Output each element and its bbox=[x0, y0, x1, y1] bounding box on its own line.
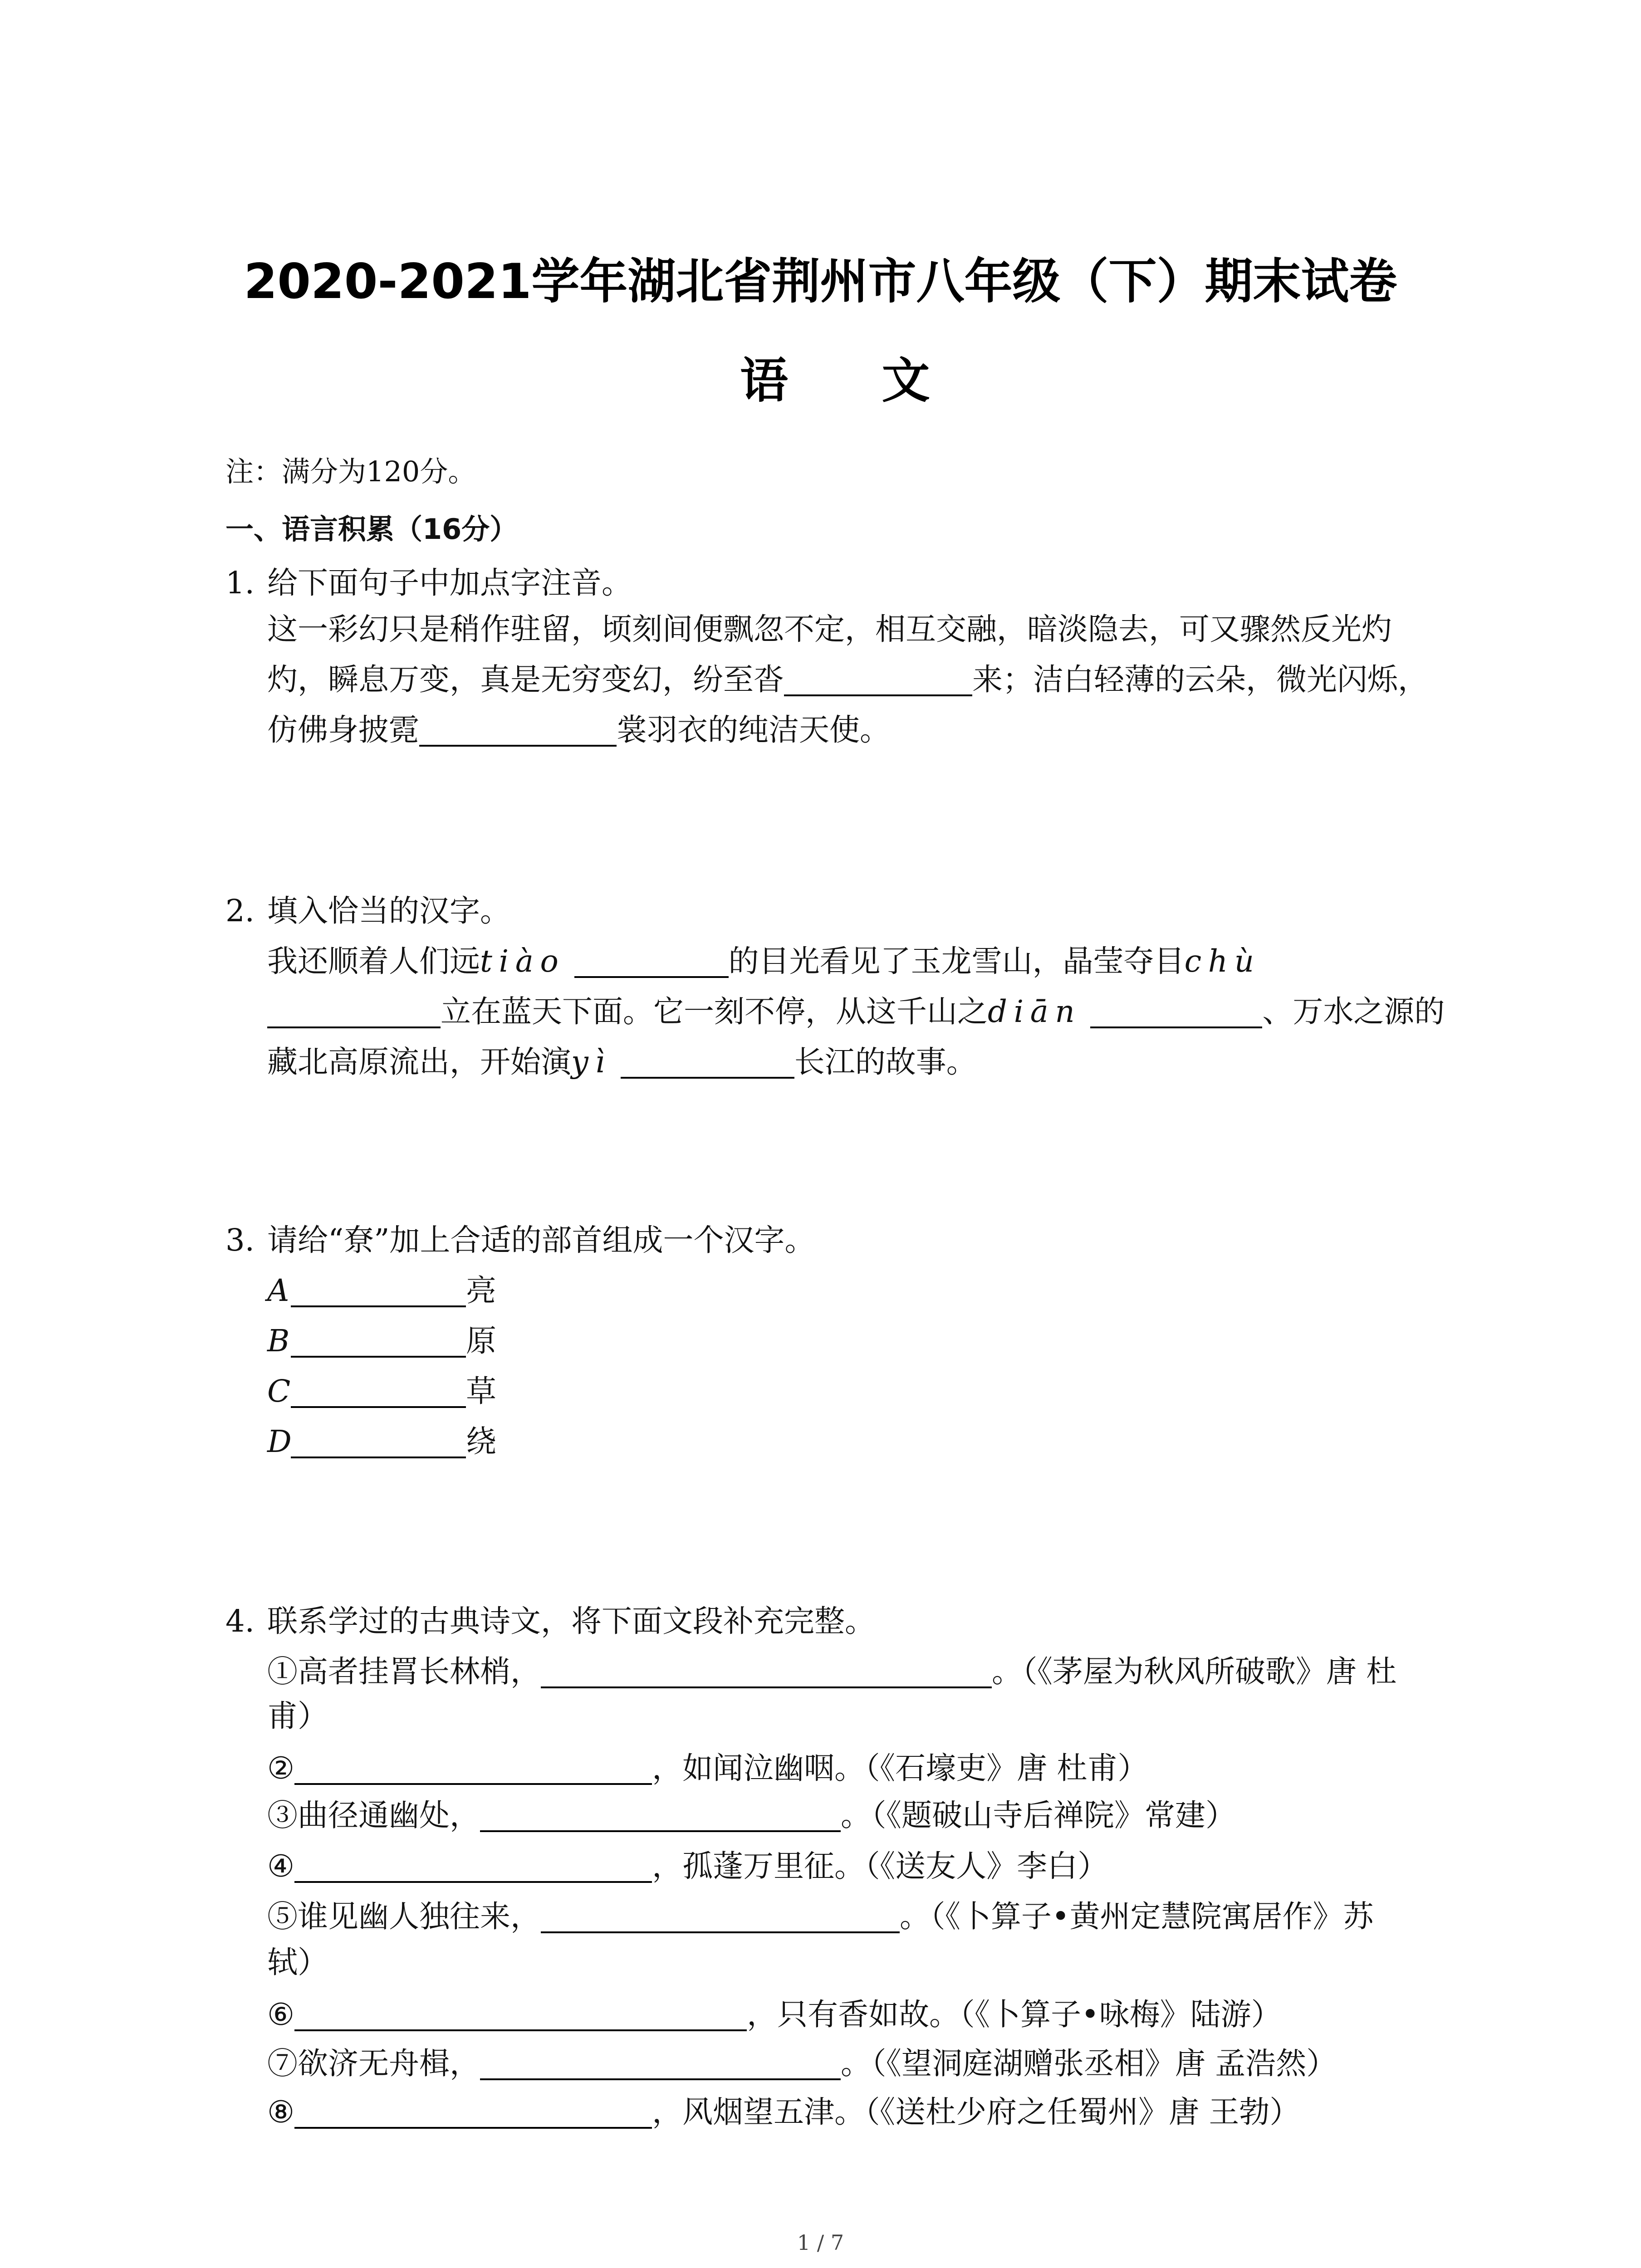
answer-blank bbox=[291, 1379, 466, 1408]
text-segment: ② bbox=[267, 1750, 295, 1786]
question-number: 1. bbox=[225, 565, 255, 601]
poem-item bbox=[267, 1994, 1282, 2035]
poem-item bbox=[267, 1651, 1396, 1692]
text-segment: 。（《卜算子•黄州定慧院寓居作》苏 bbox=[900, 1899, 1374, 1934]
option-word: 原 bbox=[466, 1323, 496, 1359]
text-segment: 仿佛身披霓 bbox=[267, 712, 419, 748]
answer-blank bbox=[294, 2100, 652, 2129]
option-d bbox=[267, 1421, 496, 1462]
text-segment: ①高者挂罥长林梢， bbox=[267, 1654, 541, 1689]
pinyin: diān bbox=[988, 994, 1082, 1029]
question-1-text-line bbox=[267, 709, 890, 750]
answer-blank bbox=[1090, 999, 1262, 1028]
text-segment: 裳羽衣的纯洁天使。 bbox=[617, 712, 890, 748]
text-segment: ，风烟望五津。（《送杜少府之任蜀州》唐 王勃） bbox=[652, 2094, 1300, 2130]
question-4-header bbox=[225, 1601, 875, 1642]
option-letter: C bbox=[267, 1374, 291, 1409]
text-segment: ⑥ bbox=[267, 1997, 295, 2032]
exam-title: 2020-2021学年湖北省荆州市八年级（下）期末试卷 bbox=[244, 254, 1397, 309]
subject-title: 语 文 bbox=[740, 353, 959, 409]
page-number: 1 / 7 bbox=[797, 2230, 844, 2255]
question-prompt: 给下面句子中加点字注音。 bbox=[267, 565, 632, 601]
text-segment: 。（《望洞庭湖赠张丞相》唐 孟浩然） bbox=[841, 2046, 1337, 2081]
question-prompt: 填入恰当的汉字。 bbox=[267, 893, 510, 929]
answer-blank bbox=[419, 718, 617, 747]
option-word: 草 bbox=[466, 1374, 496, 1409]
text-segment: ，如闻泣幽咽。（《石壕吏》唐 杜甫） bbox=[652, 1750, 1148, 1786]
text-segment: 。（《题破山寺后禅院》常建） bbox=[841, 1798, 1236, 1833]
poem-item-wrap: 甫） bbox=[267, 1698, 328, 1734]
poem-item bbox=[267, 1896, 1374, 1937]
answer-blank bbox=[784, 667, 972, 696]
text-segment: 、万水之源的 bbox=[1262, 994, 1445, 1029]
answer-blank bbox=[294, 2002, 747, 2031]
answer-blank bbox=[267, 999, 441, 1028]
answer-blank bbox=[291, 1278, 466, 1307]
answer-blank bbox=[294, 1756, 652, 1785]
option-word: 亮 bbox=[466, 1273, 496, 1308]
option-letter: B bbox=[267, 1323, 290, 1359]
question-prompt: 请给“尞”加上合适的部首组成一个汉字。 bbox=[267, 1222, 815, 1258]
question-number: 4. bbox=[225, 1603, 255, 1639]
option-c bbox=[267, 1371, 496, 1412]
question-number: 3. bbox=[225, 1222, 255, 1258]
answer-blank bbox=[480, 2051, 841, 2080]
poem-item bbox=[267, 1795, 1236, 1836]
answer-blank bbox=[541, 1904, 900, 1933]
option-letter: A bbox=[267, 1273, 289, 1308]
text-segment: ⑦欲济无舟楫， bbox=[267, 2046, 480, 2081]
text-segment: 立在蓝天下面。它一刻不停，从这千山之 bbox=[441, 994, 988, 1029]
text-segment: ④ bbox=[267, 1848, 295, 1884]
pinyin: chù bbox=[1184, 943, 1261, 979]
answer-blank bbox=[291, 1329, 466, 1358]
text-segment: ，只有香如故。（《卜算子•咏梅》陆游） bbox=[747, 1997, 1282, 2032]
text-segment: 来；洁白轻薄的云朵，微光闪烁， bbox=[972, 662, 1428, 697]
question-1-text-line: 这一彩幻只是稍作驻留，顷刻间便飘忽不定，相互交融，暗淡隐去，可又骤然反光灼 bbox=[267, 611, 1392, 647]
question-1-text-line bbox=[267, 659, 1428, 700]
question-3-header bbox=[225, 1220, 815, 1261]
option-a bbox=[267, 1270, 496, 1311]
text-segment: 我还顺着人们远 bbox=[267, 943, 480, 979]
text-segment: ，孤蓬万里征。（《送友人》李白） bbox=[652, 1848, 1108, 1884]
answer-blank bbox=[480, 1803, 841, 1832]
poem-item bbox=[267, 2043, 1337, 2084]
answer-blank bbox=[294, 1854, 652, 1883]
text-segment: ⑤谁见幽人独往来， bbox=[267, 1899, 541, 1934]
question-2-header bbox=[225, 890, 510, 931]
pinyin: tiào bbox=[480, 943, 565, 979]
text-segment: 藏北高原流出，开始演 bbox=[267, 1044, 571, 1080]
pinyin: yì bbox=[571, 1044, 612, 1080]
text-segment: ⑧ bbox=[267, 2094, 295, 2130]
question-prompt: 联系学过的古典诗文，将下面文段补充完整。 bbox=[267, 1603, 875, 1639]
text-segment: ③曲径通幽处， bbox=[267, 1798, 480, 1833]
poem-item bbox=[267, 2092, 1300, 2132]
answer-blank bbox=[621, 1050, 794, 1079]
question-2-text-line bbox=[267, 991, 1445, 1032]
question-2-text-line bbox=[267, 1041, 977, 1082]
question-1-header bbox=[225, 562, 632, 603]
question-2-text-line bbox=[267, 941, 1261, 982]
text-segment: 灼，瞬息万变，真是无穷变幻，纷至沓 bbox=[267, 662, 784, 697]
poem-item bbox=[267, 1748, 1148, 1789]
score-note: 注：满分为120分。 bbox=[225, 455, 476, 488]
answer-blank bbox=[541, 1659, 992, 1688]
answer-blank bbox=[291, 1429, 466, 1458]
text-segment: 长江的故事。 bbox=[794, 1044, 977, 1080]
option-letter: D bbox=[267, 1424, 292, 1459]
option-word: 绕 bbox=[466, 1424, 496, 1459]
text-segment: 的目光看见了玉龙雪山，晶莹夺目 bbox=[728, 943, 1185, 979]
option-b bbox=[267, 1320, 496, 1361]
section-heading: 一、语言积累（16分） bbox=[225, 513, 518, 546]
answer-blank bbox=[574, 949, 729, 978]
text-segment: 。（《茅屋为秋风所破歌》唐 杜 bbox=[992, 1654, 1397, 1689]
poem-item bbox=[267, 1846, 1108, 1887]
poem-item-wrap: 轼） bbox=[267, 1945, 328, 1980]
question-number: 2. bbox=[225, 893, 255, 929]
